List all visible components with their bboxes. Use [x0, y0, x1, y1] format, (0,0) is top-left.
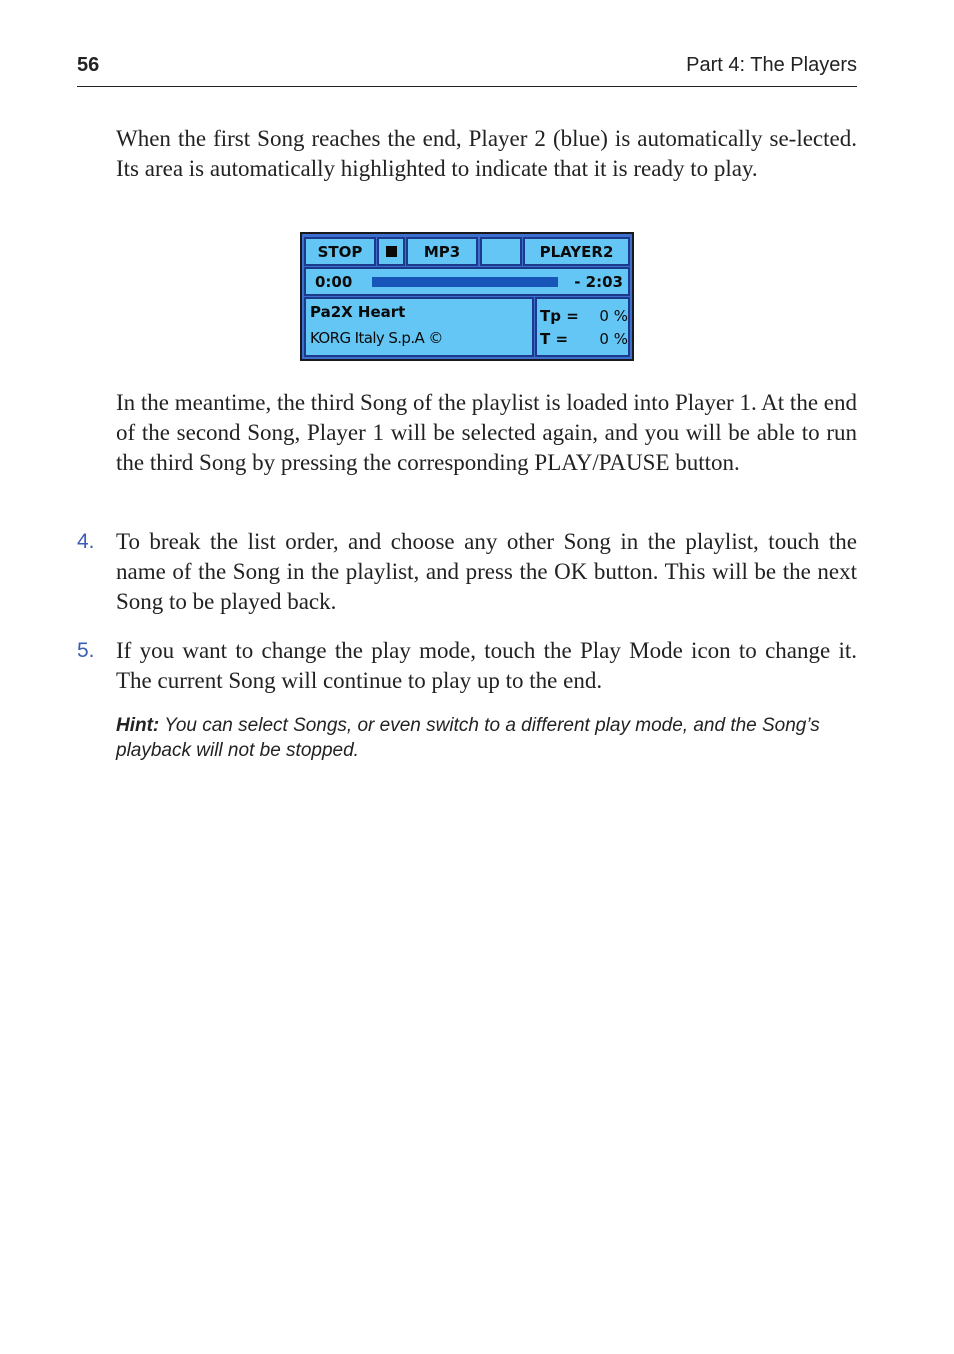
transpose-value: 0 %: [599, 307, 628, 325]
transpose-row: [540, 307, 628, 327]
player-display: [300, 232, 634, 361]
page-header: [77, 52, 857, 87]
tempo-row: [540, 330, 628, 350]
step-number: 4.: [77, 530, 95, 553]
paragraph-player2-selected: When the first Song reaches the end, Player 2 (blue) is automatically se-lected. Its area is automatically highlighted to indicate that it is ready to play.: [116, 126, 857, 181]
tempo-label: T =: [540, 330, 569, 348]
song-title: Pa2X Heart: [310, 303, 406, 321]
progress-cell: [304, 267, 630, 296]
transpose-label: Tp =: [540, 307, 579, 325]
stop-label: STOP: [317, 242, 363, 261]
player-label-cell[interactable]: [523, 237, 630, 266]
step-number: 5.: [77, 639, 95, 662]
step-text: To break the list order, and choose any other Song in the playlist, touch the name of the Song in the playlist, and press the OK button. This will be the next Song to be played back.: [116, 529, 857, 614]
progress-bar[interactable]: [372, 277, 558, 287]
remaining-time: - 2:03: [574, 273, 623, 291]
progress-bar-fill: [372, 277, 558, 287]
hint-note: [116, 713, 857, 763]
step-text: If you want to change the play mode, touch the Play Mode icon to change it. The current Song will continue to play up to the end.: [116, 638, 857, 693]
song-info-cell[interactable]: [304, 297, 534, 357]
player-label: PLAYER2: [539, 242, 614, 261]
hint-label: Hint:: [116, 715, 160, 736]
section-title: Part 4: The Players: [686, 54, 857, 76]
format-cell: [406, 237, 478, 266]
tempo-value: 0 %: [599, 330, 628, 348]
tempo-transpose-cell: [535, 297, 630, 357]
page-number: 56: [77, 54, 100, 76]
stop-button[interactable]: [377, 237, 405, 266]
format-label: MP3: [423, 242, 461, 261]
stop-status-cell[interactable]: [304, 237, 376, 266]
paragraph-third-song: In the meantime, the third Song of the playlist is loaded into Player 1. At the end of the second Song, Player 1 will be selected again, and you will be able to run the third Song by pressing the corresponding PLAY/PAUSE button.: [116, 390, 857, 475]
stop-square-icon: [386, 246, 397, 257]
elapsed-time: 0:00: [315, 273, 353, 291]
hint-text: You can select Songs, or even switch to a different play mode, and the Song’s playback will not be stopped.: [116, 715, 820, 761]
song-artist: KORG Italy S.p.A ©: [310, 329, 443, 347]
empty-cell: [480, 237, 522, 266]
